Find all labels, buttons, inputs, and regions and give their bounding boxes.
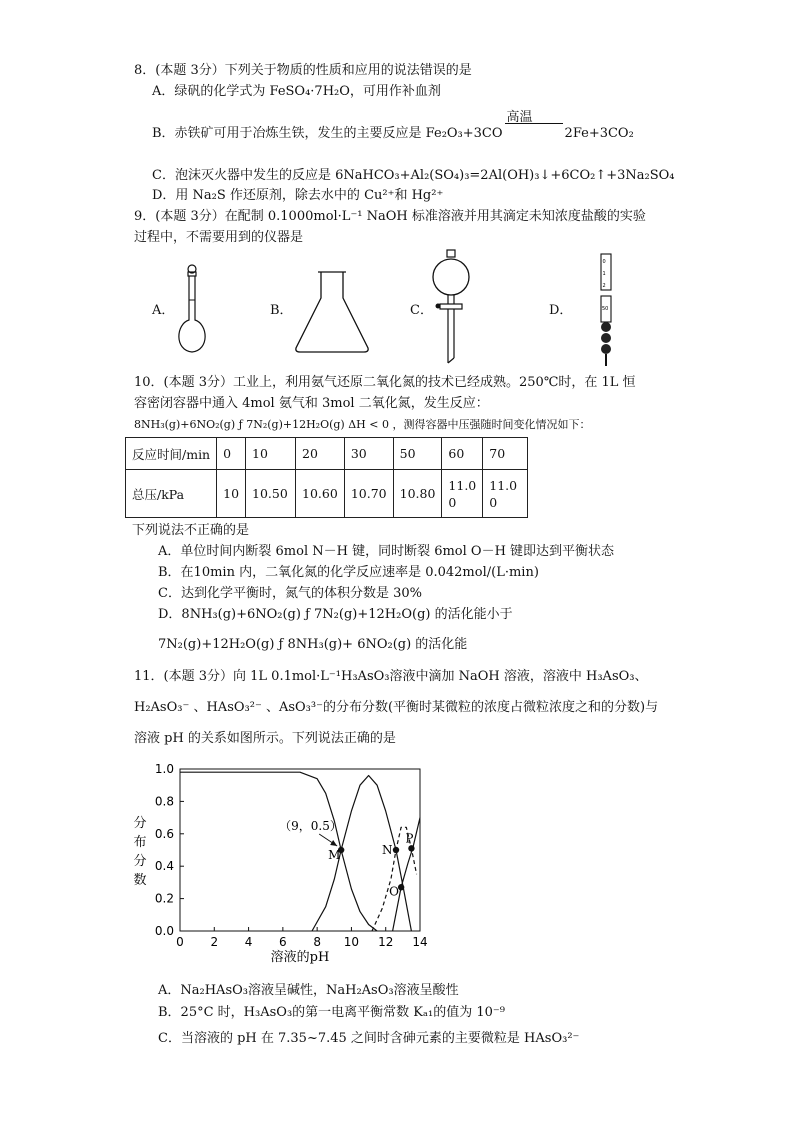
pressure-table [125,437,528,518]
q10-option-a: A．单位时间内断裂 6mol N－H 键，同时断裂 6mol O－H 键即达到平衡状态 [158,544,615,559]
svg-text:1: 1 [602,271,606,277]
table-cell: 0 [217,438,246,470]
q10-option-b: B．在10min 内，二氧化氮的化学反应速率是 0.042mol/(L·min) [158,565,539,580]
burette-icon [594,252,620,370]
table-cell: 60 [442,438,483,470]
x-tick-label: 12 [378,935,394,949]
y-tick-label: 0.2 [154,891,174,906]
table-cell [442,470,483,518]
svg-text:50: 50 [602,306,609,312]
y-tick-label: 0.6 [154,826,174,841]
table-cell: 10.70 [344,470,393,518]
table-cell: 10.50 [246,470,296,518]
chart-axes [133,762,427,965]
annotation-arrowhead [330,840,337,846]
table-cell: 20 [296,438,345,470]
q11-option-a: A．Na₂HAsO₃溶液呈碱性，NaH₂AsO₃溶液呈酸性 [158,983,459,998]
q8-option-a: A．绿矾的化学式为 FeSO₄·7H₂O，可用作补血剂 [152,84,441,99]
q11-stem-line2: H₂AsO₃⁻ 、HAsO₃²⁻ 、AsO₃³⁻的分布分数(平衡时某微粒的浓度占微粒浓度之和的分数)与 [134,700,659,715]
q10-ask: 下列说法不正确的是 [132,523,250,538]
x-tick-label: 8 [313,935,321,949]
q11-stem-line1: 11．(本题 3分）向 1L 0.1mol·L⁻¹H₃AsO₃溶液中滴加 NaOH 溶液，溶液中 H₃AsO₃、 [134,669,648,684]
table-cell: 50 [393,438,442,470]
q8-reaction-condition: 高温 [506,110,533,125]
table-cell: 30 [344,438,393,470]
q10-option-d: D．8NH₃(g)+6NO₂(g) ƒ 7N₂(g)+12H₂O(g) 的活化能小于 [158,607,513,622]
x-tick-label: 2 [210,935,219,949]
x-tick-label: 0 [176,935,184,949]
q8-stem: 8．(本题 3分）下列关于物质的性质和应用的说法错误的是 [134,63,472,78]
table-cell-value-wrap: 0 [448,494,457,510]
table-cell-value: 11.0 [489,477,518,493]
q10-option-c: C．达到化学平衡时，氮气的体积分数是 30% [158,586,422,601]
table-header-time: 反应时间/min [126,438,217,470]
separatory-funnel-icon [428,248,474,368]
q8-option-c: C．泡沫灭火器中发生的反应是 6NaHCO₃+Al₂(SO₄)₃=2Al(OH)₃↓+6CO₂↑+3Na₂SO₄ [152,168,675,183]
q8-option-b-text: B．赤铁矿可用于冶炼生铁，发生的主要反应是 Fe₂O₃+3CO [152,126,503,141]
y-axis-label-char: 分 [133,816,147,831]
q8-option-d: D．用 Na₂S 作还原剂，除去水中的 Cu²⁺和 Hg²⁺ [152,188,444,203]
table-cell-value: 11.0 [448,477,477,493]
point-label: M [328,848,341,862]
table-row-pressure [126,470,528,518]
point-annotation: （9，0.5） [279,819,342,833]
distribution-chart [120,750,440,970]
table-cell: 10 [246,438,296,470]
y-axis-label-char: 数 [133,873,147,888]
table-cell [483,470,528,518]
q10-stem-line1: 10．(本题 3分）工业上，利用氨气还原二氧化氮的技术已经成熟。250℃时，在 1L 恒 [134,375,636,390]
point-label: N [382,843,393,857]
q9-label-a: A． [152,303,175,318]
y-tick-label: 1.0 [154,762,174,776]
q9-stem-line1: 9．(本题 3分）在配制 0.1000mol·L⁻¹ NaOH 标准溶液并用其滴定未知浓度盐酸的实验 [134,209,646,224]
table-cell-value-wrap: 0 [489,494,498,510]
y-tick-label: 0.0 [154,924,174,938]
q10-stem-line2: 容密闭容器中通入 4mol 氨气和 3mol 二氧化氮，发生反应： [134,396,489,411]
q11-option-b: B．25°C 时，H₃AsO₃的第一电离平衡常数 Kₐ₁的值为 10⁻⁹ [158,1005,505,1020]
q9-label-d: D． [549,303,573,318]
y-tick-label: 0.4 [154,859,174,874]
q9-label-b: B． [270,303,293,318]
q10-reaction-equation: 8NH₃(g)+6NO₂(g) ƒ 7N₂(g)+12H₂O(g) ΔH < 0 ，测得容器中压强随时间变化情况如下： [134,418,591,431]
table-cell: 10.80 [393,470,442,518]
x-tick-label: 4 [244,935,253,949]
x-tick-label: 14 [412,935,428,949]
q8-reaction-arrow [505,123,563,124]
q9-stem-line2: 过程中，不需要用到的仪器是 [134,230,304,245]
volumetric-flask-icon [172,262,222,358]
table-cell: 10.60 [296,470,345,518]
series-line-h3aso3 [180,772,377,931]
q9-label-c: C． [410,303,433,318]
q8-option-b [152,110,634,143]
table-cell: 70 [483,438,528,470]
q11-stem-line3: 溶液 pH 的关系如图所示。下列说法正确的是 [134,731,396,746]
y-axis-label-char: 分 [133,854,147,869]
erlenmeyer-flask-icon [292,268,372,354]
svg-text:2: 2 [602,283,606,289]
chart-marks [279,819,414,898]
point-p [408,845,414,851]
x-tick-label: 6 [279,935,287,949]
point-n [393,847,399,853]
q8-option-b-products: 2Fe+3CO₂ [564,126,634,141]
table-cell: 10 [217,470,246,518]
x-axis-label: 溶液的pH [270,950,330,965]
point-label: P [405,831,414,846]
y-tick-label: 0.8 [154,794,174,809]
table-row-time [126,438,528,470]
svg-text:0: 0 [602,259,606,265]
q10-option-d-line2: 7N₂(g)+12H₂O(g) ƒ 8NH₃(g)+ 6NO₂(g) 的活化能 [158,637,468,652]
q11-option-c: C．当溶液的 pH 在 7.35~7.45 之间时含砷元素的主要微粒是 HAsO₃²⁻ [158,1031,580,1046]
x-tick-label: 10 [343,935,360,949]
y-axis-label-char: 布 [133,835,147,850]
table-header-pressure: 总压/kPa [126,470,217,518]
point-label: O [389,884,399,899]
